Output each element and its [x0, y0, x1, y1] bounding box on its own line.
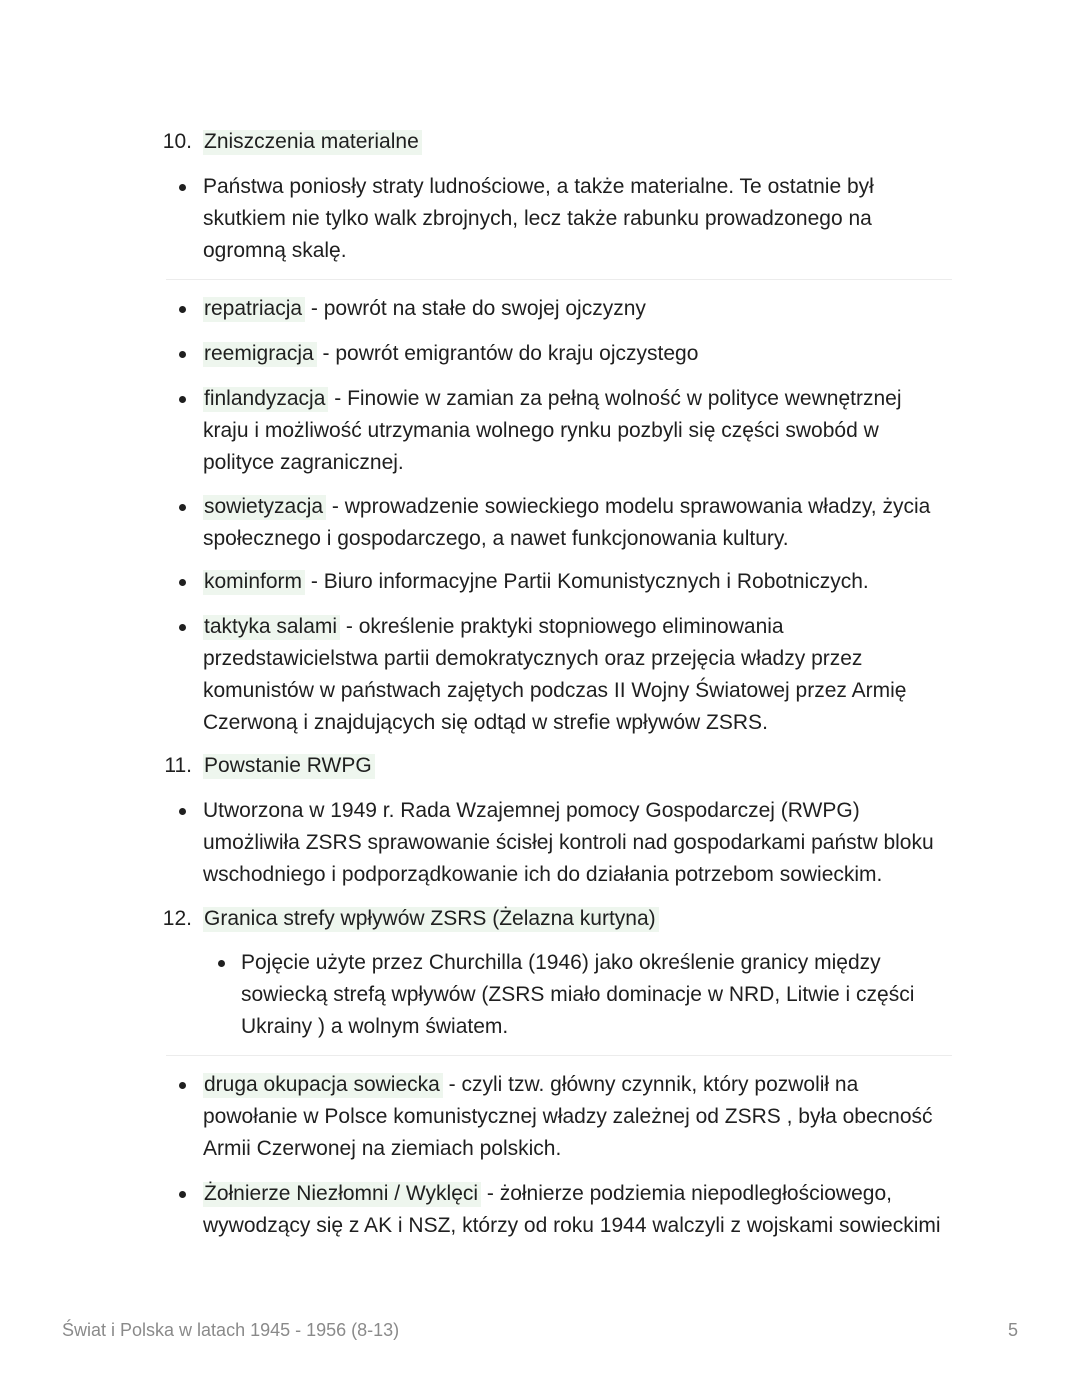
definition: - powrót na stałe do swojej ojczyzny	[305, 297, 646, 320]
text-line: Pojęcie użyte przez Churchilla (1946) jako określenie granicy między	[241, 951, 881, 974]
definition: - żołnierze podziemia niepodległościowego,	[481, 1182, 892, 1205]
bullet	[179, 624, 186, 631]
term: finlandyzacja	[203, 387, 328, 412]
section-number: 11.	[164, 754, 192, 777]
bullet	[179, 1082, 186, 1089]
term: taktyka salami	[203, 615, 340, 640]
term-item	[203, 338, 698, 370]
section-number: 12.	[162, 907, 192, 930]
text-line: wschodniego i podporządkowanie ich do działania potrzebom sowieckim.	[203, 863, 883, 886]
text-line: Państwa poniosły straty ludnościowe, a także materialne. Te ostatnie był	[203, 175, 874, 198]
term-item	[203, 1069, 858, 1101]
text-line: powołanie w Polsce komunistycznej władzy zależnej od ZSRS , była obecność	[203, 1105, 933, 1128]
term: druga okupacja sowiecka	[203, 1073, 443, 1098]
term-item	[203, 383, 902, 415]
text-line: Armii Czerwonej na ziemiach polskich.	[203, 1137, 562, 1160]
bullet	[179, 306, 186, 313]
bullet	[179, 1191, 186, 1198]
text-line: Czerwoną i znajdujących się odtąd w strefie wpływów ZSRS.	[203, 711, 768, 734]
text-line: umożliwiła ZSRS sprawowanie ścisłej kontroli nad gospodarkami państw bloku	[203, 831, 934, 854]
term: repatriacja	[203, 297, 305, 322]
text-line: społecznego i gospodarczego, a nawet funkcjonowania kultury.	[203, 527, 789, 550]
text-line: polityce zagranicznej.	[203, 451, 404, 474]
definition: - określenie praktyki stopniowego eliminowania	[340, 615, 784, 638]
bullet	[179, 579, 186, 586]
text-line: wywodzący się z AK i NSZ, którzy od roku 1944 walczyli z wojskami sowieckimi	[203, 1214, 941, 1237]
definition: - wprowadzenie sowieckiego modelu sprawowania władzy, życia	[326, 495, 931, 518]
bullet	[179, 808, 186, 815]
definition: - powrót emigrantów do kraju ojczystego	[316, 342, 699, 365]
definition: - Biuro informacyjne Partii Komunistycznych i Robotniczych.	[305, 570, 869, 593]
bullet	[179, 504, 186, 511]
text-line: przedstawicielstwa partii demokratycznych oraz przejęcia władzy przez	[203, 647, 863, 670]
term: sowietyzacja	[203, 495, 326, 520]
page-number: 5	[1007, 1320, 1018, 1340]
text-line: Ukrainy ) a wolnym światem.	[241, 1015, 509, 1038]
text-line: kraju i możliwość utrzymania wolnego rynku pozbyli się części swobód w	[203, 419, 879, 442]
divider	[166, 279, 952, 280]
term-item	[203, 491, 930, 523]
term: kominform	[203, 570, 305, 595]
term-item	[203, 1178, 892, 1210]
section-heading: Granica strefy wpływów ZSRS (Żelazna kurtyna)	[203, 903, 659, 935]
bullet	[179, 351, 186, 358]
bullet	[179, 396, 186, 403]
term-item	[203, 566, 869, 598]
term-item	[203, 611, 784, 643]
bullet	[179, 184, 186, 191]
term: reemigracja	[203, 342, 317, 367]
section-heading: Powstanie RWPG	[203, 750, 375, 782]
section-heading: Zniszczenia materialne	[203, 126, 422, 158]
section-number: 10.	[162, 130, 192, 153]
text-line: komunistów w państwach zajętych podczas II Wojny Światowej przez Armię	[203, 679, 907, 702]
footer-title: Świat i Polska w latach 1945 - 1956 (8-13)	[62, 1320, 400, 1340]
term: Żołnierze Niezłomni / Wyklęci	[203, 1182, 481, 1207]
bullet	[218, 960, 225, 967]
text-line: ogromną skalę.	[203, 239, 347, 262]
definition: - czyli tzw. główny czynnik, który pozwolił na	[442, 1073, 859, 1096]
text-line: sowiecką strefą wpływów (ZSRS miało dominacje w NRD, Litwie i części	[241, 983, 915, 1006]
text-line: skutkiem nie tylko walk zbrojnych, lecz także rabunku prowadzonego na	[203, 207, 872, 230]
definition: - Finowie w zamian za pełną wolność w polityce wewnętrznej	[328, 387, 902, 410]
term-item	[203, 293, 646, 325]
divider	[166, 1055, 952, 1056]
text-line: Utworzona w 1949 r. Rada Wzajemnej pomocy Gospodarczej (RWPG)	[203, 799, 860, 822]
